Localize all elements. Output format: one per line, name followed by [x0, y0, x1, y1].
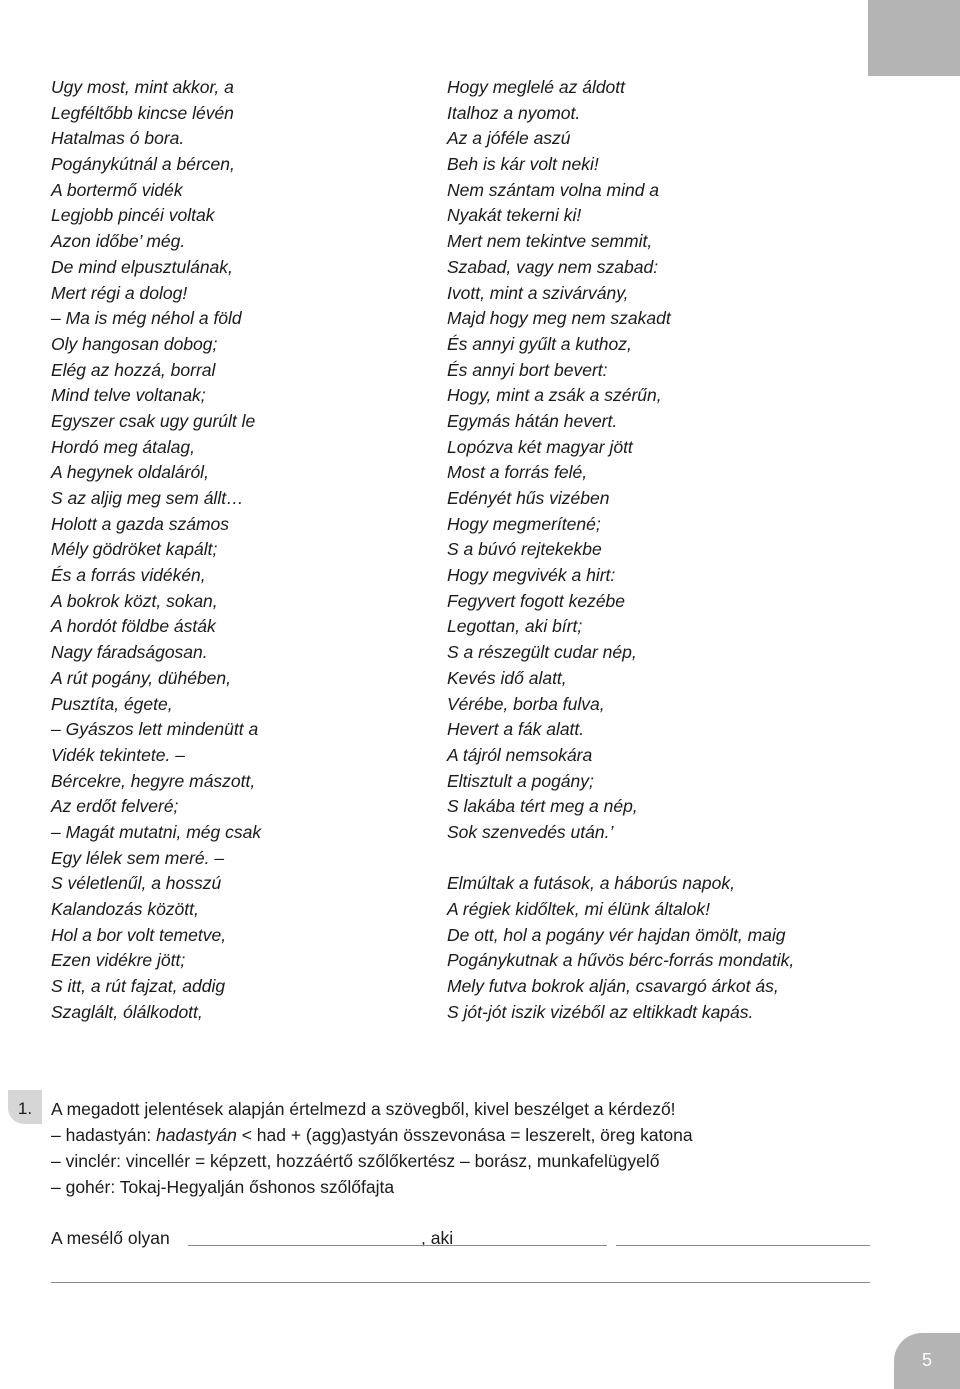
poem-line: De ott, hol a pogány vér hajdan ömölt, maig	[447, 924, 786, 945]
poem-line: Pogánykutnak a hűvös bérc-forrás mondatik,	[447, 950, 795, 971]
poem-line: S lakába tért meg a nép,	[447, 796, 638, 817]
poem-line: A bokrok közt, sokan,	[51, 590, 218, 611]
poem-line: A hegynek oldaláról,	[51, 462, 209, 483]
poem-line: Elmúltak a futások, a háborús napok,	[447, 873, 735, 894]
answer-prefix: A mesélő olyan	[51, 1228, 170, 1248]
poem-line: Legjobb pincéi voltak	[51, 205, 215, 226]
poem-line: Szabad, vagy nem szabad:	[447, 256, 659, 277]
poem-line: Eltisztult a pogány;	[447, 770, 594, 791]
poem-line: Hordó meg átalag,	[51, 436, 195, 457]
poem-line: Ivott, mint a szivárvány,	[447, 282, 629, 303]
poem-line: És a forrás vidékén,	[51, 565, 206, 586]
poem-line: Hevert a fák alatt.	[447, 719, 585, 740]
poem-line: Pusztíta, égete,	[51, 693, 173, 714]
gloss-hadastyan-suffix: < had + (agg)astyán összevonása = leszerelt, öreg katona	[236, 1125, 693, 1145]
poem-line: Sok szenvedés után.’	[447, 821, 614, 842]
poem-line: A régiek kidőltek, mi élünk általok!	[447, 899, 710, 919]
poem-line: Hogy megmerítené;	[447, 513, 601, 534]
poem-line: Azon időbe’ még.	[51, 231, 186, 252]
poem-line: De mind elpusztulának,	[51, 256, 233, 277]
poem-column-left	[51, 75, 261, 1025]
answer-row	[51, 1225, 871, 1255]
gloss-hadastyan	[51, 1122, 911, 1148]
poem-line: Beh is kár volt neki!	[447, 154, 599, 175]
poem-line: S itt, a rút fajzat, addig	[51, 976, 226, 997]
poem-line: És annyi bort bevert:	[447, 359, 608, 380]
poem-line: Most a forrás felé,	[447, 462, 588, 483]
poem-line: Mert nem tekintve semmit,	[447, 231, 653, 252]
corner-tab-decoration	[868, 0, 960, 76]
poem-line: Hogy, mint a zsák a szérűn,	[447, 385, 662, 406]
poem-line: Vidék tekintete. –	[51, 744, 185, 765]
poem-line: – Gyászos lett mindenütt a	[51, 719, 259, 740]
poem-line: Italhoz a nyomot.	[447, 102, 581, 123]
poem-line: Nem szántam volna mind a	[447, 179, 660, 200]
poem-line: Kalandozás között,	[51, 899, 199, 919]
poem-line: Az erdőt felveré;	[51, 796, 179, 817]
poem-column-right	[447, 75, 794, 1025]
poem-line: Oly hangosan dobog;	[51, 333, 218, 354]
poem-line: Hogy megvivék a hirt:	[447, 565, 616, 586]
poem-line: Majd hogy meg nem szakadt	[447, 308, 671, 329]
poem-line: Hatalmas ó bora.	[51, 128, 185, 149]
poem-line: A rút pogány, dühében,	[51, 667, 231, 688]
poem-line: Hol a bor volt temetve,	[51, 924, 227, 945]
poem-line: Bércekre, hegyre mászott,	[51, 770, 256, 791]
poem-line: Vérébe, borba fulva,	[447, 693, 605, 714]
task-block	[51, 1096, 911, 1200]
poem-line: A hordót földbe ásták	[51, 616, 216, 637]
poem-line: S a részegült cudar nép,	[447, 642, 637, 663]
gloss-vincler: – vinclér: vincellér = képzett, hozzáértő szőlőkertész – borász, munkafelügyelő	[51, 1151, 660, 1171]
poem-line: Elég az hozzá, borral	[51, 359, 216, 380]
poem-line: Holott a gazda számos	[51, 513, 230, 534]
poem-line: A bortermő vidék	[51, 179, 183, 200]
gloss-goher: – gohér: Tokaj-Hegyalján őshonos szőlőfajta	[51, 1177, 395, 1197]
poem-line: – Magát mutatni, még csak	[51, 821, 262, 842]
poem-line: És annyi gyűlt a kuthoz,	[447, 333, 632, 354]
stanza-gap	[447, 846, 794, 872]
poem-line: Mély gödröket kapált;	[51, 539, 218, 560]
poem-line: Egymás hátán hevert.	[447, 410, 618, 431]
poem-line: Mind telve voltanak;	[51, 385, 206, 406]
answer-blank-3[interactable]	[616, 1245, 870, 1246]
poem-line: – Ma is még néhol a föld	[51, 308, 242, 329]
poem-line: Nyakát tekerni ki!	[447, 205, 582, 226]
page-number-tab	[894, 1333, 960, 1389]
poem-line: Edényét hűs vizében	[447, 488, 610, 508]
answer-middle: , aki	[421, 1228, 454, 1248]
poem-line: Nagy fáradságosan.	[51, 642, 208, 663]
gloss-hadastyan-italic: hadastyán	[156, 1125, 237, 1145]
poem-line: Egy lélek sem meré. –	[51, 847, 225, 868]
poem-line: Hogy meglelé az áldott	[447, 77, 626, 97]
poem-line: Kevés idő alatt,	[447, 667, 567, 688]
poem-line: S az aljig meg sem állt…	[51, 488, 244, 508]
poem-line: A tájról nemsokára	[447, 744, 593, 765]
poem-line: S jót-jót iszik vizéből az eltikkadt kapás.	[447, 1001, 754, 1022]
poem-line: Egyszer csak ugy gurúlt le	[51, 410, 256, 431]
poem-line: Az a jóféle aszú	[447, 128, 571, 149]
poem-line: Fegyvert fogott kezébe	[447, 590, 626, 611]
poem-line: Pogánykútnál a bércen,	[51, 154, 235, 175]
task-number: 1.	[17, 1099, 33, 1118]
poem-line: Ezen vidékre jött;	[51, 950, 186, 971]
answer-blank-2[interactable]	[408, 1245, 607, 1246]
poem-line: Lopózva két magyar jött	[447, 436, 633, 457]
answer-blank-1[interactable]	[188, 1245, 420, 1246]
poem-line: Legféltőbb kincse lévén	[51, 102, 234, 123]
poem-line: S véletlenűl, a hosszú	[51, 873, 222, 894]
task-question: A megadott jelentések alapján értelmezd a szövegből, kivel beszélget a kérdező!	[51, 1099, 676, 1119]
page-number: 5	[921, 1350, 932, 1370]
gloss-hadastyan-prefix: – hadastyán:	[51, 1125, 157, 1145]
answer-blank-full-line[interactable]	[51, 1282, 870, 1283]
poem-line: Ugy most, mint akkor, a	[51, 77, 234, 97]
poem-line: Mely futva bokrok alján, csavargó árkot ás,	[447, 976, 779, 997]
poem-line: Szaglált, ólálkodott,	[51, 1001, 203, 1022]
poem-line: S a búvó rejtekekbe	[447, 539, 602, 560]
poem-line: Legottan, aki bírt;	[447, 616, 583, 637]
task-number-badge	[8, 1090, 42, 1124]
poem-line: Mert régi a dolog!	[51, 282, 188, 303]
